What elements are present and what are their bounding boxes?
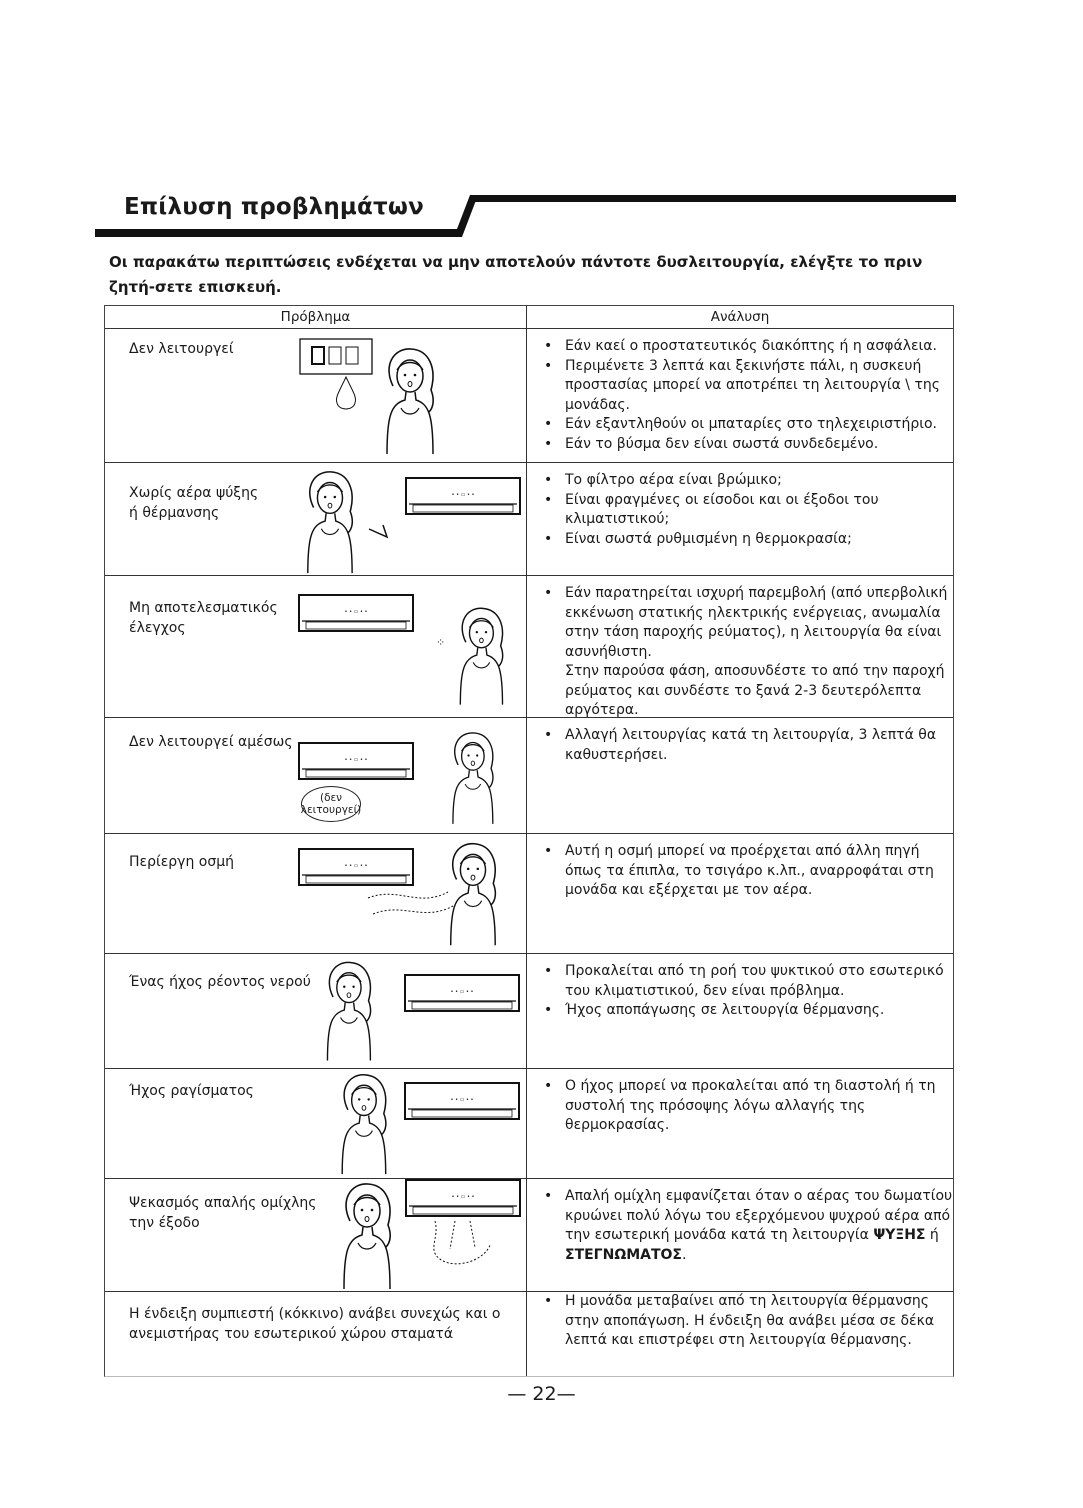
analysis-item: • Η μονάδα μεταβαίνει από τη λειτουργία θέρμανσης στην απoπάγωση. Η ένδειξη θα ανάβει μέσα σε δέκα λεπτά και επιστρέφει στη λειτουργία θέρμανσης. bbox=[544, 1293, 935, 1348]
analysis-item: • Ήχος αποπάγωσης σε λειτουργία θέρμανσης. bbox=[544, 1002, 885, 1018]
analysis-item: • Περιμένετε 3 λεπτά και ξεκινήστε πάλι, η συσκευή προστασίας μπορεί να αποτρέπει τη λειτουργία \ της μονάδας. bbox=[544, 357, 940, 413]
problem-text: Ψεκασμός απαλής ομίχλης την έξοδο bbox=[129, 1195, 317, 1231]
table-row bbox=[105, 576, 953, 718]
table-row bbox=[105, 463, 953, 576]
mist-spray-illustration bbox=[325, 1179, 525, 1291]
page-number: — 22— bbox=[507, 1383, 576, 1405]
problem-text: Η ένδειξη συμπιεστή (κόκκινο) ανάβει συνεχώς και ο ανεμιστήρας του εσωτερικού χώρου σταματά bbox=[129, 1306, 501, 1342]
title-bar-slant bbox=[0, 0, 1083, 240]
analysis-item: • Εάν εξαντληθούν οι μπαταρίες στο τηλεχειριστήριο. bbox=[544, 416, 937, 432]
strange-smell-illustration bbox=[298, 836, 523, 952]
table-header bbox=[105, 306, 953, 329]
intro-text: Οι παρακάτω περιπτώσεις ενδέχεται να μην αποτελούν πάντοτε δυσλειτουργία, ελέγξτε το πριν ζητή-σετε επισκευή. bbox=[109, 253, 923, 296]
troubleshooting-table bbox=[104, 305, 954, 1377]
header-problem: Πρόβλημα bbox=[105, 306, 527, 328]
table-row bbox=[105, 718, 953, 834]
analysis-item: • Ο ήχος μπορεί να προκαλείται από τη διαστολή ή τη συστολή της πρόσοψης λόγω αλλαγής της θερμοκρασίας. bbox=[544, 1078, 936, 1133]
problem-text: Δεν λειτουργεί bbox=[129, 341, 234, 357]
table-row bbox=[105, 1069, 953, 1179]
analysis-list bbox=[527, 834, 953, 901]
table-row bbox=[105, 834, 953, 954]
analysis-list bbox=[527, 954, 953, 1021]
analysis-item: • Απαλή ομίχλη εμφανίζεται όταν ο αέρας του δωματίου κρυώνει πολύ λόγω του εξερχόμενου ψυχρού αέρα από την εσωτερική μονάδα κατά τη λειτουργία ΨΥΞΗΣ ή ΣΤΕΓΝΩΜΑΤΟΣ. bbox=[544, 1188, 953, 1263]
analysis-item: • Είναι σωστά ρυθμισμένη η θερμοκρασία; bbox=[544, 530, 852, 547]
problem-text: Περίεργη οσμή bbox=[129, 854, 234, 870]
analysis-list bbox=[527, 1292, 953, 1351]
analysis-list bbox=[527, 463, 953, 549]
water-sound-illustration bbox=[320, 956, 525, 1066]
analysis-list bbox=[527, 576, 953, 721]
table-row bbox=[105, 954, 953, 1069]
ac-remote-woman-illustration bbox=[298, 592, 523, 714]
header-analysis: Ανάλυση bbox=[710, 309, 770, 325]
svg-text:⁘: ⁘ bbox=[436, 636, 446, 649]
analysis-item: • Εάν καεί ο προστατευτικός διακόπτης ή η ασφάλεια. bbox=[544, 338, 937, 354]
problem-text: Δεν λειτουργεί αμέσως bbox=[129, 734, 293, 750]
not-working-bubble: (δεν λειτουργεί) bbox=[301, 786, 361, 822]
analysis-list bbox=[527, 1179, 953, 1265]
analysis-continuation: Στην παρούσα φάση, αποσυνδέστε το από την παροχή ρεύματος και συνδέστε το ξανά 2-3 δευτερόλεπτα αργότερα. bbox=[565, 663, 945, 718]
table-row bbox=[105, 1179, 953, 1292]
analysis-item: • Εάν το βύσμα δεν είναι σωστά συνδεδεμένο. bbox=[544, 435, 879, 452]
analysis-list bbox=[527, 718, 953, 765]
cracking-sound-illustration bbox=[330, 1072, 525, 1176]
analysis-item: • Αλλαγή λειτουργίας κατά τη λειτουργία, 3 λεπτά θα καθυστερήσει. bbox=[544, 727, 937, 763]
table-row bbox=[105, 1292, 953, 1376]
analysis-item: • Το φίλτρο αέρα είναι βρώμικο; bbox=[544, 472, 782, 488]
woman-pointing-ac-illustration bbox=[299, 469, 524, 575]
analysis-list bbox=[527, 1069, 953, 1136]
problem-text: Μη αποτελεσματικός έλεγχος bbox=[129, 600, 278, 636]
table-row bbox=[105, 329, 953, 463]
fuse-panel-woman-illustration bbox=[299, 337, 444, 459]
analysis-item: • Είναι φραγμένες οι είσοδοι και οι έξοδοι του κλιματιστικού; bbox=[544, 491, 879, 527]
problem-text: Χωρίς αέρα ψύξης ή θέρμανσης bbox=[129, 485, 259, 521]
problem-text: Ήχος ραγίσματος bbox=[129, 1083, 254, 1099]
analysis-item: • Αυτή η οσμή μπορεί να προέρχεται από άλλη πηγή όπως τα έπιπλα, το τσιγάρο κ.λπ., αναρροφάται στη μονάδα και εξέρχεται με τον αέρα. bbox=[544, 843, 934, 898]
analysis-list bbox=[527, 329, 953, 454]
page-title: Επίλυση προβλημάτων bbox=[124, 194, 424, 220]
analysis-item: • Προκαλείται από τη ροή του ψυκτικού στο εσωτερικό του κλιματιστικού, δεν είναι πρόβλημα. bbox=[544, 963, 944, 999]
problem-text: Ένας ήχος ρέοντος νερού bbox=[129, 974, 311, 990]
analysis-item: • Εάν παρατηρείται ισχυρή παρεμβολή (από υπερβολική εκκένωση στατικής ηλεκτρικής ενέργειας, ανωμαλία στην τάση παροχής ρεύματος), η λειτουργία θα είναι ασυνήθιστη. bbox=[544, 585, 948, 660]
